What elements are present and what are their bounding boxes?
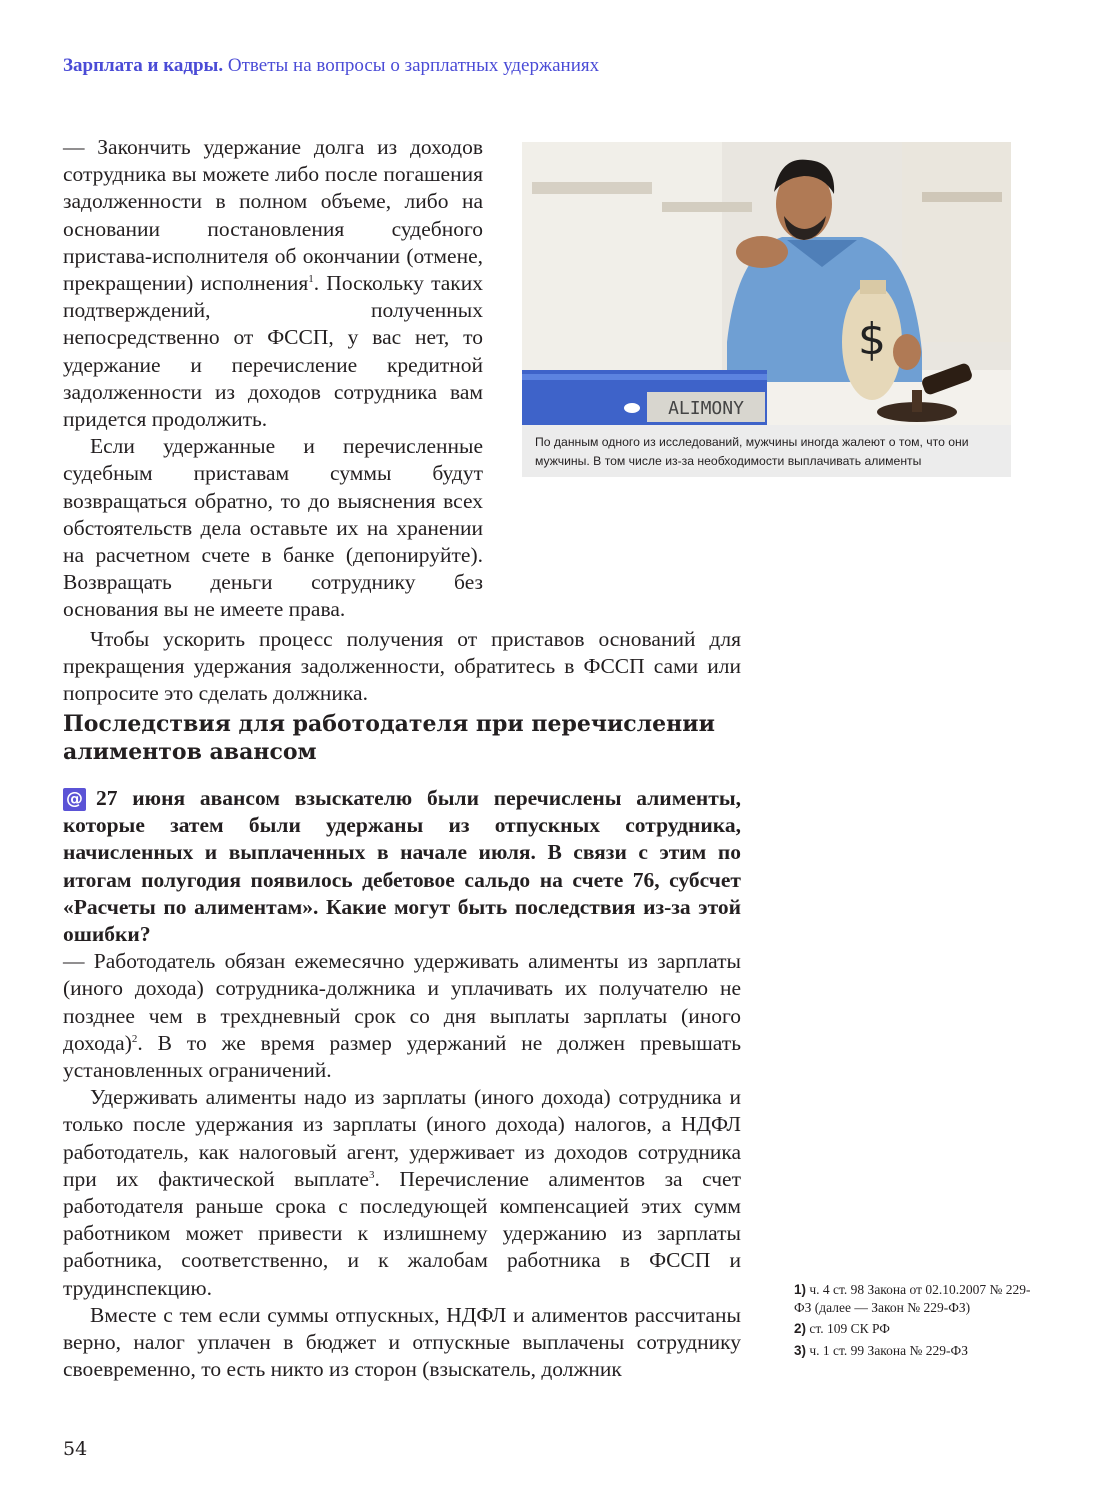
man-with-money-bag-image [522,142,1011,425]
intro-paragraph-2: Если удержанные и перечисленные судебным приставам суммы будут возвращаться обратно, то до выяснения всех обстоятельств дела оставьте их на хранении на расчетном счете в банке (депонируйте). Возвращать деньги сотруднику без основания вы не имеете права. [63,434,483,622]
question-paragraph: @ 27 июня авансом взыскателю были перечислены алименты, которые затем были удержаны из отпускных сотрудника, начисленных и выплаченных в начале июля. В связи с этим по итогам полугодия появилось дебетовое сальдо на счете 76, субсчет «Расчеты по алиментам». Какие могут быть последствия из-за этой ошибки? [63,786,741,947]
intro-paragraph-3-block [63,626,741,708]
qa-block [63,785,741,1383]
header-section: Зарплата и кадры. [63,55,224,76]
answer-paragraph-1: — Работодатель обязан ежемесячно удерживать алименты из зарплаты (иного дохода) сотрудника-должника и уплачивать их получателю не позднее чем в трехдневный срок со дня выплаты зарплаты (иного дохода)$^2$. В то же время размер удержаний не должен превышать установленных ограничений. [63,949,741,1083]
answer-paragraph-3: Вместе с тем если суммы отпускных, НДФЛ и алиментов рассчитаны верно, налог уплачен в бюджет и отпускные выплачены сотруднику своевременно, то есть никто из сторон (взыскатель, должник [63,1302,741,1382]
section-heading: Последствия для работодателя при перечислении алиментов авансом [63,711,715,765]
intro-paragraph-1: — Закончить удержание долга из доходов сотрудника вы можете либо после погашения задолженности в полном объеме, либо на основании постановления судебного пристава-исполнителя об окончании (отмене, прекращении) исполнения$^1$. Поскольку таких подтверждений, полученных непосредственно от ФССП, у вас нет, то удержание и перечисление кредитной задолженности из доходов сотрудника вам придется продолжить. [63,135,483,432]
intro-column [63,134,483,624]
running-header [63,55,599,77]
footnote-ref-3[interactable]: 3 [368,1168,375,1181]
at-sign-icon: @ [63,788,86,811]
footnote-ref-1[interactable]: 1 [308,272,314,285]
folder-label: ALIMONY [668,398,744,419]
footnote-2: 2) ст. 109 СК РФ [794,1321,890,1337]
dollar-sign-icon: $ [858,314,886,365]
header-title: Ответы на вопросы о зарплатных удержаниях [227,55,600,76]
page-number: 54 [63,1438,88,1460]
figure-caption: По данным одного из исследований, мужчины иногда жалеют о том, что они мужчины. В том числе из-за необходимости выплачивать алименты [522,425,1011,477]
footnote-3: 3) ч. 1 ст. 99 Закона № 229-ФЗ [794,1342,968,1358]
footnote-1: 1) ч. 4 ст. 98 Закона от 02.10.2007 № 229-ФЗ (далее — Закон № 229-ФЗ) [794,1282,1031,1315]
footnotes [794,1281,1044,1363]
illustration-photo [522,142,1011,425]
footnote-ref-2[interactable]: 2 [131,1032,138,1045]
answer-paragraph-2: Удерживать алименты надо из зарплаты (иного дохода) сотрудника и только после удержания из зарплаты (иного дохода) налогов, а НДФЛ работодатель, как налоговый агент, удерживает из доходов сотрудника при их фактической выплате$^3$. Перечисление алиментов за счет работодателя раньше срока с последующей компенсацией этих сумм работником может привести к излишнему удержанию из зарплаты работника, соответственно, и к жалобам работника в ФССП и трудинспекцию. [63,1085,741,1300]
intro-paragraph-3: Чтобы ускорить процесс получения от приставов оснований для прекращения удержания задолженности, обратитесь в ФССП сами или попросите это сделать должника. [63,627,741,706]
